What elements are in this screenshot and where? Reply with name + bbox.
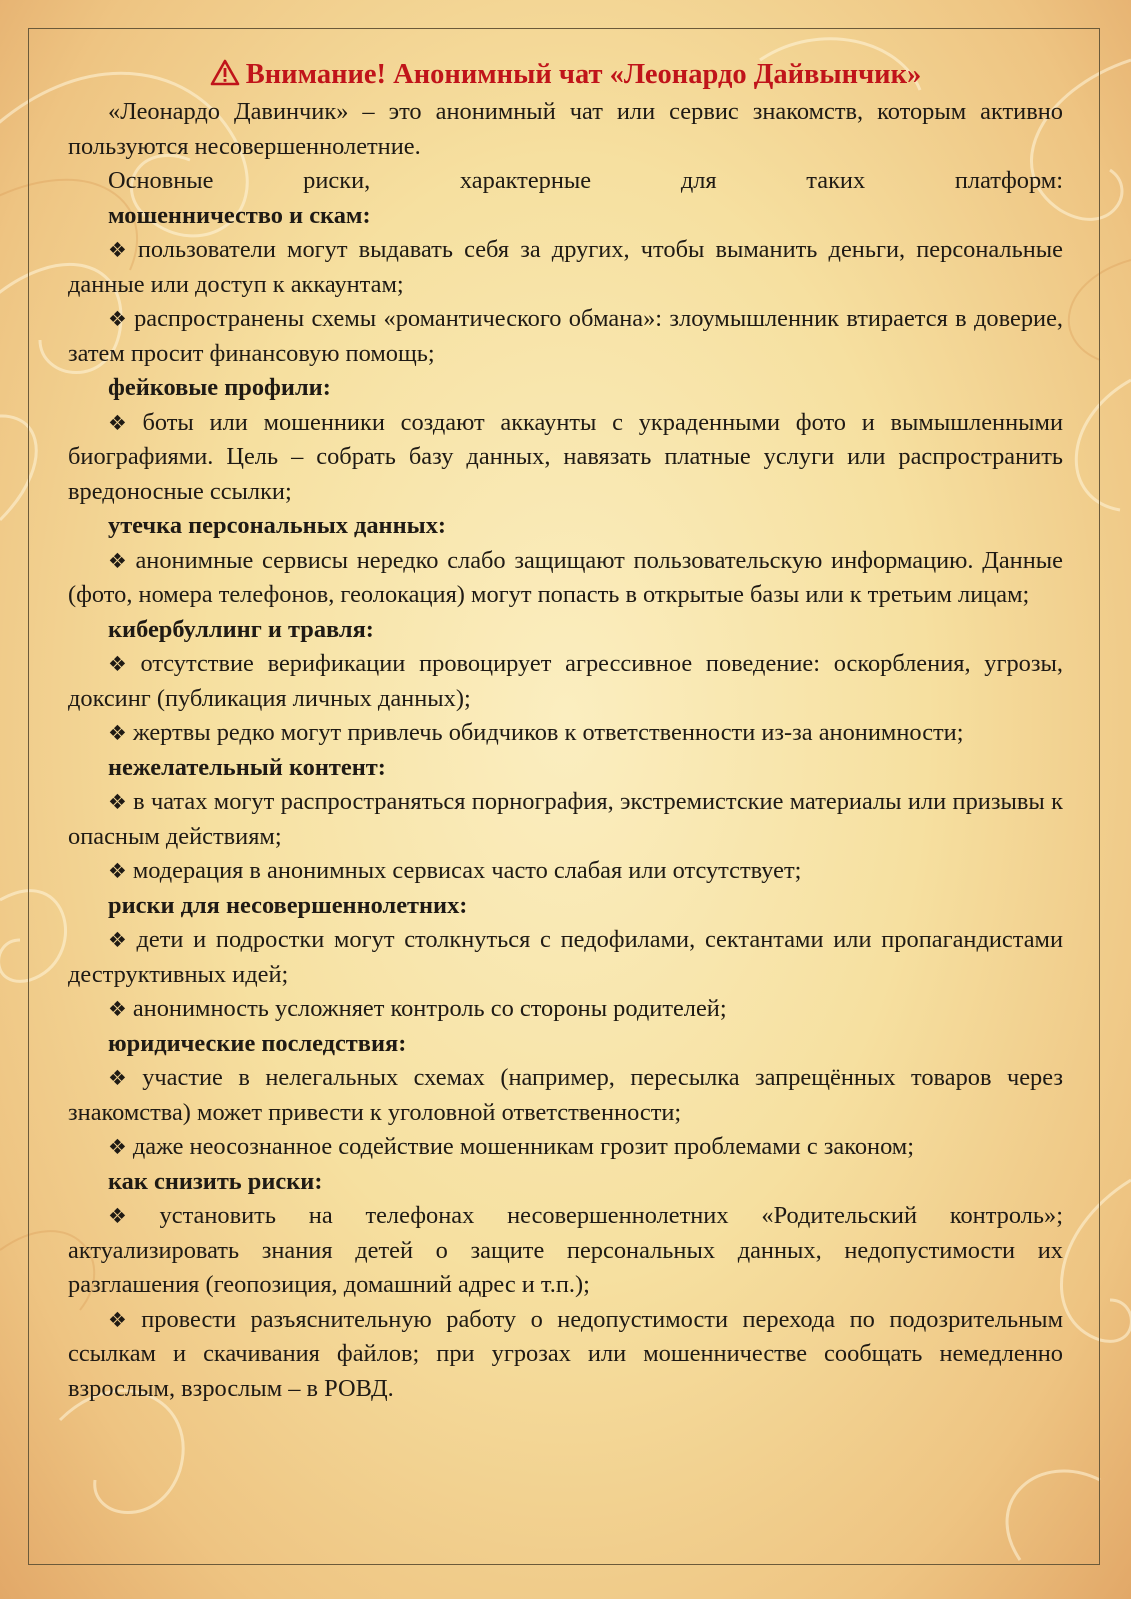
bullet-text: боты или мошенники создают аккаунты с украденными фото и вымышленными биографиями. Цель – собрать базу данных, навязать платные услуги или распространить вредоносные ссылки; — [68, 408, 1064, 505]
bullet-text: установить на телефонах несовершеннолетних «Родительский контроль»; актуализировать знания детей о защите персональных данных, недопустимости их разглашения (геопозиция, домашний адрес и т.п.); — [68, 1202, 1064, 1298]
bullet-diamond-icon: ❖ — [108, 1066, 137, 1090]
section-heading: кибербуллинг и травля: — [108, 615, 374, 643]
bullet-diamond-icon: ❖ — [108, 790, 128, 814]
bullet-item — [68, 1130, 1063, 1165]
bullet-diamond-icon: ❖ — [108, 1135, 127, 1159]
bullet-item — [68, 785, 1063, 854]
bullet-item — [68, 302, 1063, 371]
bullet-item — [68, 1199, 1063, 1303]
bullet-item — [68, 854, 1063, 889]
bullet-text: участие в нелегальных схемах (например, пересылка запрещённых товаров через знакомства) может привести к уголовной ответственности; — [68, 1064, 1063, 1126]
bullet-text: провести разъяснительную работу о недопустимости перехода по подозрительным ссылкам и скачивания файлов; при угрозах или мошенничестве сообщать немедленно взрослым, взрослым – в РОВД. — [68, 1305, 1064, 1402]
bullet-text: пользователи могут выдавать себя за других, чтобы выманить деньги, персональные данные или доступ к аккаунтам; — [68, 236, 1063, 298]
section-heading: утечка персональных данных: — [108, 512, 447, 539]
bullet-item — [68, 647, 1063, 716]
warning-triangle-icon — [210, 56, 240, 94]
bullet-diamond-icon: ❖ — [108, 1204, 154, 1228]
bullet-text: в чатах могут распространяться порнография, экстремистские материалы или призывы к опасным действиям; — [68, 788, 1063, 850]
bullet-text: жертвы редко могут привлечь обидчиков к ответственности из-за анонимности; — [132, 719, 964, 746]
section-heading: юридические последствия: — [108, 1029, 407, 1057]
section-heading: риски для несовершеннолетних: — [108, 891, 468, 919]
page-title-text: Внимание! Анонимный чат «Леонардо Дайвынчик» — [245, 59, 922, 90]
bullet-item — [68, 233, 1063, 302]
bullet-item — [68, 406, 1063, 510]
bullet-text: модерация в анонимных сервисах часто слабая или отсутствует; — [132, 857, 802, 884]
document-body — [68, 56, 1063, 1406]
bullet-diamond-icon: ❖ — [108, 928, 131, 952]
section-heading: фейковые профили: — [108, 374, 331, 401]
bullet-diamond-icon: ❖ — [108, 1307, 136, 1332]
bullet-diamond-icon: ❖ — [108, 238, 132, 262]
bullet-diamond-icon: ❖ — [108, 410, 137, 435]
bullet-text: отсутствие верификации провоцирует агрессивное поведение: оскорбления, угрозы, доксинг (публикация личных данных); — [68, 650, 1064, 712]
bullet-text: дети и подростки могут столкнуться с педофилами, сектантами или пропагандистами деструктивных идей; — [68, 926, 1064, 988]
section-heading: как снизить риски: — [108, 1167, 323, 1195]
bullet-item — [68, 1061, 1063, 1130]
intro-paragraph: «Леонардо Давинчик» – это анонимный чат или сервис знакомств, которым активно пользуются несовершеннолетние. — [68, 98, 1063, 160]
bullet-diamond-icon: ❖ — [108, 997, 127, 1021]
risk-sections — [68, 199, 1063, 1407]
bullet-text: анонимные сервисы нередко слабо защищают пользовательскую информацию. Данные (фото, номера телефонов, геолокация) могут попасть в открытые базы или к третьим лицам; — [68, 546, 1064, 608]
intro-risks-lead: Основные риски, характерные для таких платформ: — [108, 167, 1063, 194]
bullet-item — [68, 923, 1063, 992]
bullet-item — [68, 992, 1063, 1027]
bullet-text: даже неосознанное содействие мошенникам грозит проблемами с законом; — [132, 1133, 915, 1160]
bullet-diamond-icon: ❖ — [108, 548, 130, 573]
bullet-item — [68, 716, 1063, 751]
bullet-diamond-icon: ❖ — [108, 652, 135, 676]
section-heading: мошенничество и скам: — [108, 201, 371, 229]
bullet-item — [68, 544, 1063, 613]
bullet-diamond-icon: ❖ — [108, 721, 127, 745]
bullet-text: анонимность усложняет контроль со стороны родителей; — [132, 995, 727, 1022]
page-title — [68, 56, 1063, 94]
bullet-item — [68, 1303, 1063, 1407]
bullet-diamond-icon: ❖ — [108, 307, 129, 331]
section-heading: нежелательный контент: — [108, 753, 386, 781]
bullet-text: распространены схемы «романтического обмана»: злоумышленник втирается в доверие, затем просит финансовую помощь; — [68, 305, 1063, 367]
bullet-diamond-icon: ❖ — [108, 859, 127, 883]
